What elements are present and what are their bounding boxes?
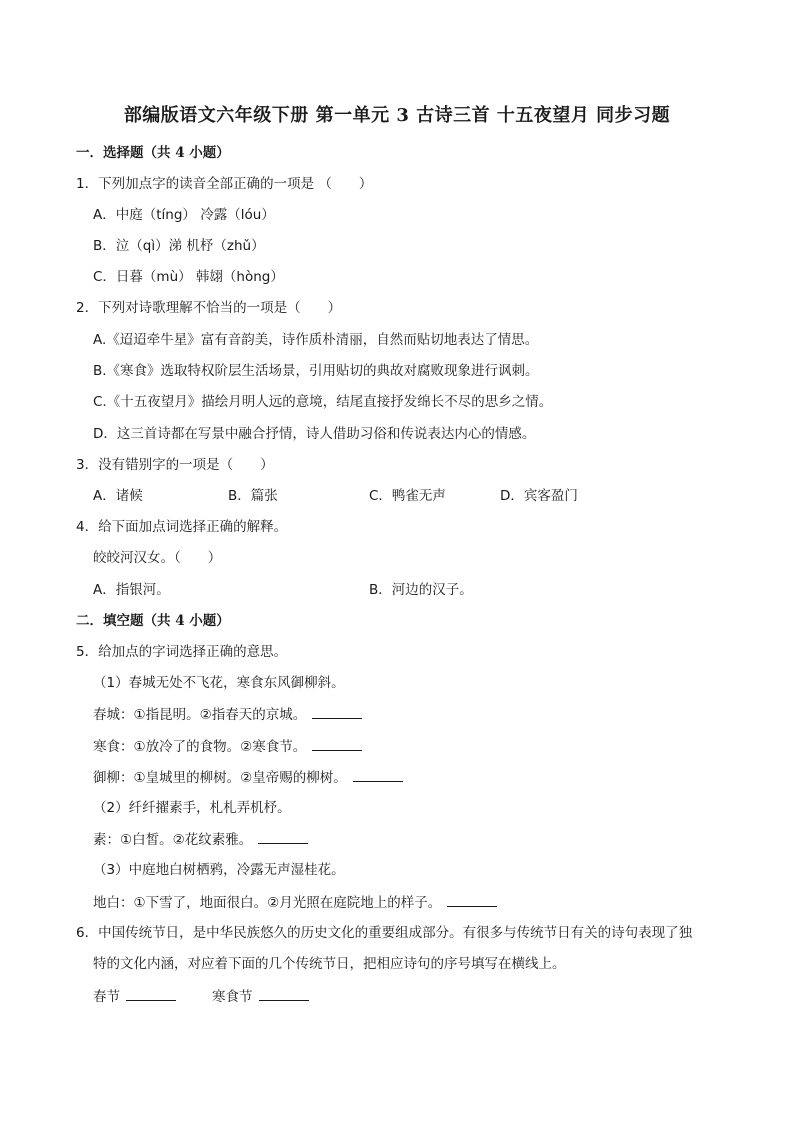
answer-blank[interactable]	[353, 767, 403, 782]
answer-blank[interactable]	[126, 986, 176, 1001]
question-6-stem-line-2: 特的文化内涵，对应着下面的几个传统节日，把相应诗句的序号填写在横线上。	[93, 956, 566, 972]
question-5-item-yuliu	[93, 767, 403, 788]
question-1-option-b: B．泣（qì）涕 机杼（zhǔ）	[93, 238, 265, 254]
question-3-option-b: B．篇张	[228, 488, 278, 504]
question-2-option-c: C.《十五夜望月》描绘月明人远的意境，结尾直接抒发绵长不尽的思乡之情。	[93, 394, 553, 410]
item-text: 春城：①指昆明。②指春天的京城。	[93, 707, 307, 723]
question-6-stem-line-1: 6．中国传统节日，是中华民族悠久的历史文化的重要组成部分。有很多与传统节日有关的诗句表现了独	[76, 925, 693, 941]
section-heading-choice: 一．选择题（共 4 小题）	[76, 145, 230, 161]
question-1-option-c: C．日暮（mù） 韩翃（hòng）	[93, 269, 284, 285]
item-text: 御柳：①皇城里的柳树。②皇帝赐的柳树。	[93, 770, 347, 786]
question-3-option-c: C．鸭雀无声	[369, 488, 446, 504]
page-title: 部编版语文六年级下册 第一单元 3 古诗三首 十五夜望月 同步习题	[123, 105, 671, 126]
festival-label: 寒食节	[212, 989, 253, 1005]
question-5-item-dibai	[93, 892, 497, 913]
answer-blank[interactable]	[312, 704, 362, 719]
question-4-option-a: A．指银河。	[93, 582, 170, 598]
question-4-stem: 4．给下面加点词选择正确的解释。	[76, 519, 288, 535]
question-2-option-b: B.《寒食》选取特权阶层生活场景，引用贴切的典故对腐败现象进行讽刺。	[93, 363, 539, 379]
question-3-option-d: D．宾客盈门	[500, 488, 578, 504]
item-text: 素：①白皙。②花纹素雅。	[93, 832, 253, 848]
answer-blank[interactable]	[312, 736, 362, 751]
question-6-festival-hanshi	[212, 986, 309, 1007]
section-heading-fill: 二．填空题（共 4 小题）	[76, 613, 230, 629]
question-6-festival-spring	[93, 986, 176, 1007]
question-5-item-su	[93, 829, 308, 850]
item-text: 寒食：①放冷了的食物。②寒食节。	[93, 739, 307, 755]
question-5-part-1: （1）春城无处不飞花，寒食东风御柳斜。	[93, 675, 345, 691]
question-1-option-a: A．中庭（tíng） 冷露（lóu）	[93, 207, 275, 223]
question-5-stem: 5．给加点的字词选择正确的意思。	[76, 644, 288, 660]
answer-blank[interactable]	[259, 986, 309, 1001]
question-5-part-3: （3）中庭地白树栖鸦，冷露无声湿桂花。	[93, 862, 345, 878]
question-3-stem: 3．没有错别字的一项是（ ）	[76, 457, 274, 473]
question-4-option-b: B．河边的汉子。	[369, 582, 473, 598]
question-2-option-d: D．这三首诗都在写景中融合抒情，诗人借助习俗和传说表达内心的情感。	[93, 426, 536, 442]
question-1-stem: 1．下列加点字的读音全部正确的一项是 （ ）	[76, 176, 373, 192]
answer-blank[interactable]	[258, 829, 308, 844]
answer-blank[interactable]	[447, 892, 497, 907]
festival-label: 春节	[93, 989, 120, 1005]
question-5-part-2: （2）纤纤擢素手，札札弄机杼。	[93, 800, 291, 816]
item-text: 地白：①下雪了，地面很白。②月光照在庭院地上的样子。	[93, 895, 442, 911]
question-5-item-chuncheng	[93, 704, 362, 725]
question-2-option-a: A.《迢迢牵牛星》富有音韵美，诗作质朴清丽，自然而贴切地表达了情思。	[93, 332, 539, 348]
question-4-prompt: 皎皎河汉女。（ ）	[93, 550, 222, 566]
question-3-option-a: A．诸候	[93, 488, 143, 504]
question-5-item-hanshi	[93, 736, 362, 757]
question-2-stem: 2．下列对诗歌理解不恰当的一项是（ ）	[76, 300, 342, 316]
